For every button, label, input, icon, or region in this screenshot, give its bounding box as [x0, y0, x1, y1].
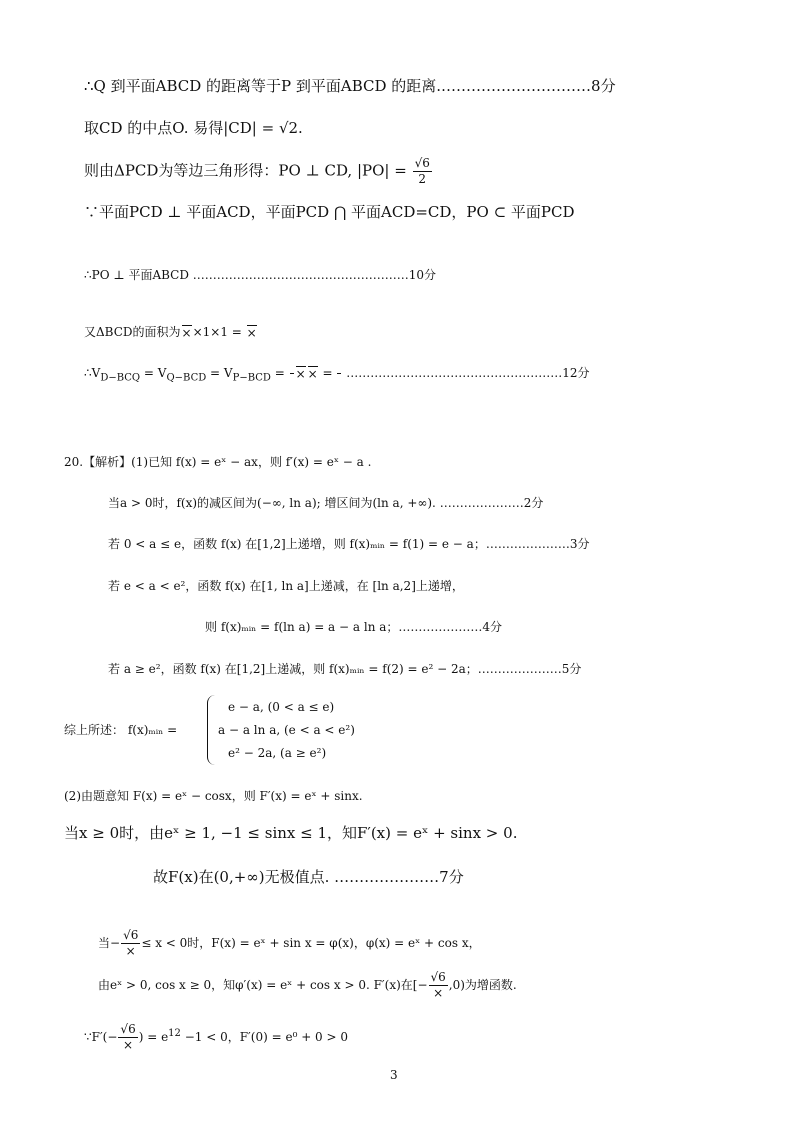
part-2-line-1: (2)由题意知 F(x) = eˣ − cosx，则 F′(x) = eˣ + sinx.: [64, 789, 363, 803]
fraction: [182, 325, 192, 341]
part-2-line-4: [98, 928, 481, 959]
denominator: ×: [123, 1038, 134, 1052]
fraction: [308, 366, 318, 382]
solution-line-5: 若 a ≥ e²，函数 f(x) 在[1,2]上递减，则 f(x)ₘᵢₙ = f(2) = e² − 2a；…………………5分: [108, 662, 582, 676]
part-2-line-5: [98, 970, 517, 1001]
part-2-line-4-lead: 当−: [98, 936, 121, 950]
denominator: ×: [307, 366, 318, 381]
area-rest: ×1×1 =: [192, 325, 246, 339]
part-2-line-3: 故F(x)在(0,+∞)无极值点. …………………7分: [153, 868, 464, 886]
part-2-line-6-lead: ∵F′(−: [84, 1030, 118, 1044]
summary-label: 综上所述： f(x)ₘᵢₙ =: [64, 723, 178, 737]
numerator: [337, 373, 341, 374]
denominator: ×: [246, 325, 257, 340]
denominator: ×: [181, 325, 192, 340]
equals: = V: [206, 366, 233, 380]
numerator: √6: [123, 928, 139, 942]
proof-line-3-text: 则由ΔPCD为等边三角形得：PO ⊥ CD, |PO| =: [84, 161, 412, 180]
denominator: 2: [418, 172, 427, 186]
subscript: P−BCD: [232, 372, 271, 384]
part-2-line-6: [84, 1022, 348, 1053]
solution-line-3: 若 e < a < e²，函数 f(x) 在[1, ln a]上递减，在 [ln a,2]上递增，: [108, 579, 464, 593]
numerator: √6: [430, 970, 446, 984]
fraction: [290, 373, 294, 374]
proof-line-1: ∴Q 到平面ABCD 的距离等于P 到平面ABCD 的距离.…………………………8分: [84, 77, 616, 95]
proof-line-4: ∵平面PCD ⊥ 平面ACD，平面PCD ⋂ 平面ACD=CD，PO ⊂ 平面PCD: [84, 203, 575, 221]
solution-line-4: 则 f(x)ₘᵢₙ = f(ln a) = a − a ln a；…………………4分: [205, 620, 503, 634]
subscript: D−BCQ: [100, 372, 141, 384]
piecewise-case-2: a − a ln a, (e < a < e²): [218, 723, 355, 737]
denominator: ×: [125, 944, 136, 958]
numerator: √6: [414, 156, 430, 170]
proof-line-3: [84, 156, 433, 187]
equals: =: [270, 366, 289, 380]
problem-20-heading: 20.【解析】(1)已知 f(x) = eˣ − ax，则 f′(x) = eˣ − a .: [64, 455, 372, 469]
fraction: [296, 366, 306, 382]
solution-line-1: 当a > 0时，f(x)的减区间为(−∞, ln a); 增区间为(ln a, +∞). …………………2分: [108, 496, 544, 510]
proof-line-2: 取CD 的中点O. 易得|CD| = √2.: [84, 119, 303, 137]
area-line: [84, 322, 258, 342]
page-number: 3: [390, 1068, 398, 1082]
piecewise-case-1: e − a, (0 < a ≤ e): [228, 700, 335, 714]
part-2-line-5-rest: ,0)为增函数.: [448, 978, 517, 992]
piecewise-case-3: e² − 2a, (a ≥ e²): [228, 746, 327, 760]
part-2-line-4-rest: ≤ x < 0时，F(x) = eˣ + sin x = φ(x)，φ(x) = eˣ + cos x，: [141, 936, 481, 950]
numerator: √6: [120, 1022, 136, 1036]
fraction: [429, 970, 448, 1001]
fraction: [121, 928, 140, 959]
volume-line: [84, 363, 590, 388]
denominator: ×: [295, 366, 306, 381]
part-2-line-5-lead: 由eˣ > 0, cos x ≥ 0，知φ′(x) = eˣ + cos x > 0. F′(x)在[−: [98, 978, 428, 992]
denominator: ×: [433, 986, 444, 1000]
solution-line-2: 若 0 < a ≤ e，函数 f(x) 在[1,2]上递增，则 f(x)ₘᵢₙ = f(1) = e − a；…………………3分: [108, 537, 590, 551]
area-label: 又ΔBCD的面积为: [84, 325, 181, 339]
fraction: [413, 156, 432, 187]
volume-lead: ∴V: [84, 366, 101, 380]
fraction: [247, 325, 257, 341]
equals: =: [318, 366, 337, 380]
proof-line-5: ∴PO ⊥ 平面ABCD ………………………………………………10分: [84, 268, 437, 282]
numerator: [290, 373, 294, 374]
fraction: [337, 373, 341, 374]
part-2-line-6-rest: −1 < 0，F′(0) = e⁰ + 0 > 0: [180, 1030, 349, 1044]
part-2-line-6-mid: ) = e: [138, 1030, 169, 1044]
fraction: [118, 1022, 137, 1053]
piecewise-brace: [207, 695, 216, 765]
part-2-line-2: 当x ≥ 0时，由eˣ ≥ 1, −1 ≤ sinx ≤ 1，知F′(x) = eˣ + sinx > 0.: [64, 824, 518, 842]
equals: = V: [140, 366, 167, 380]
subscript: Q−BCD: [166, 372, 207, 384]
volume-tail: ………………………………………………12分: [342, 366, 590, 380]
exponent: 12: [168, 1028, 181, 1039]
